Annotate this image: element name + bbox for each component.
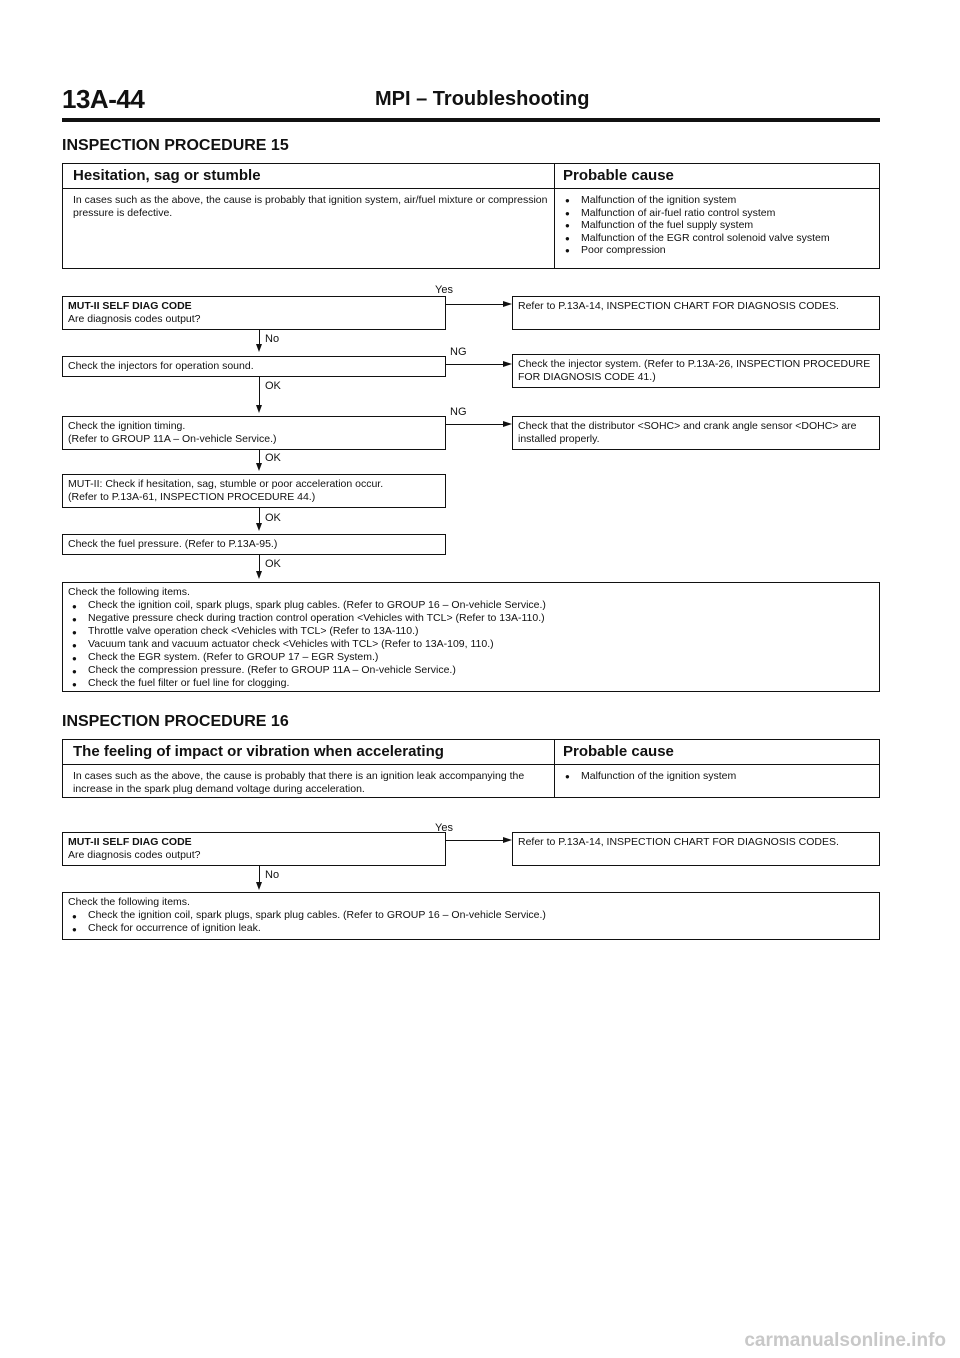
- list-item: ● Check the ignition coil, spark plugs, spark plug cables. (Refer to GROUP 16 – On-vehicle Service.): [68, 599, 874, 612]
- arrow-down-icon: [256, 405, 262, 413]
- table-column-divider: [554, 164, 555, 268]
- header-rule: [62, 118, 880, 122]
- procedure-15-symptom-table: [62, 163, 880, 269]
- flow-result-distributor: [512, 416, 880, 450]
- ng-connector: [446, 364, 504, 365]
- ok-connector: [259, 508, 260, 524]
- watermark: carmanualsonline.info: [744, 1330, 946, 1351]
- flow-step-self-diag: [62, 296, 446, 330]
- list-item: ● Malfunction of the ignition system: [561, 770, 871, 783]
- table-column-divider: [554, 740, 555, 797]
- flow-step-fuel-pressure: [62, 534, 446, 555]
- procedure-15-title: INSPECTION PROCEDURE 15: [62, 137, 289, 154]
- table-header-divider: [63, 188, 879, 189]
- ok-label: OK: [265, 512, 281, 524]
- arrow-right-icon: [503, 421, 512, 427]
- arrow-down-icon: [256, 344, 262, 352]
- result-text: Refer to P.13A-14, INSPECTION CHART FOR DIAGNOSIS CODES.: [518, 300, 839, 312]
- step-title: MUT-II SELF DIAG CODE: [68, 300, 192, 312]
- step-title: MUT-II SELF DIAG CODE: [68, 836, 192, 848]
- final-check-list: [68, 599, 874, 690]
- page-title: MPI – Troubleshooting: [375, 88, 590, 110]
- probable-cause-heading: Probable cause: [563, 743, 674, 760]
- arrow-down-icon: [256, 882, 262, 890]
- probable-cause-list: [561, 194, 871, 257]
- yes-connector: [446, 304, 504, 305]
- no-connector: [259, 866, 260, 883]
- arrow-right-icon: [503, 837, 512, 843]
- flow-result-diag-codes: [512, 832, 880, 866]
- flow-final-check-items: [62, 892, 880, 940]
- final-title: Check the following items.: [68, 896, 190, 908]
- ok-connector: [259, 377, 260, 407]
- no-connector: [259, 330, 260, 344]
- arrow-down-icon: [256, 463, 262, 471]
- ok-label: OK: [265, 558, 281, 570]
- arrow-right-icon: [503, 301, 512, 307]
- symptom-description: In cases such as the above, the cause is probably that there is an ignition leak accompanying the increase in the spark plug demand voltage during acceleration.: [73, 770, 525, 795]
- list-item: ● Malfunction of the fuel supply system: [561, 219, 871, 232]
- ng-label: NG: [450, 346, 467, 358]
- page-number: 13A-44: [62, 84, 145, 114]
- step-text: Are diagnosis codes output?: [68, 849, 201, 861]
- list-item: ● Check the compression pressure. (Refer to GROUP 11A – On-vehicle Service.): [68, 664, 874, 677]
- ok-connector: [259, 450, 260, 464]
- probable-cause-list: [561, 770, 871, 783]
- final-title: Check the following items.: [68, 586, 190, 598]
- list-item: ● Check the ignition coil, spark plugs, spark plug cables. (Refer to GROUP 16 – On-vehicle Service.): [68, 909, 874, 922]
- list-item: ● Check the EGR system. (Refer to GROUP 17 – EGR System.): [68, 651, 874, 664]
- final-check-list: [68, 909, 874, 935]
- result-text: Refer to P.13A-14, INSPECTION CHART FOR DIAGNOSIS CODES.: [518, 836, 839, 848]
- flow-step-injectors: [62, 356, 446, 377]
- list-item: ● Check for occurrence of ignition leak.: [68, 922, 874, 935]
- list-item: ● Vacuum tank and vacuum actuator check <Vehicles with TCL> (Refer to 13A-109, 110.): [68, 638, 874, 651]
- ok-label: OK: [265, 380, 281, 392]
- yes-label: Yes: [435, 284, 453, 296]
- flow-result-diag-codes: [512, 296, 880, 330]
- no-label: No: [265, 869, 280, 881]
- arrow-down-icon: [256, 523, 262, 531]
- flow-step-mut-hesitation: [62, 474, 446, 508]
- result-text: Check the injector system. (Refer to P.13A-26, INSPECTION PROCEDURE FOR DIAGNOSIS CODE 41.): [518, 358, 871, 383]
- procedure-16-title: INSPECTION PROCEDURE 16: [62, 713, 289, 730]
- list-item: ● Throttle valve operation check <Vehicles with TCL> (Refer to 13A-110.): [68, 625, 874, 638]
- flow-result-injector-system: [512, 354, 880, 388]
- flow-final-check-items: [62, 582, 880, 692]
- arrow-right-icon: [503, 361, 512, 367]
- flow-step-self-diag: [62, 832, 446, 866]
- list-item: ● Check the fuel filter or fuel line for clogging.: [68, 677, 874, 690]
- probable-cause-heading: Probable cause: [563, 167, 674, 184]
- step-text-line: Check the ignition timing.: [68, 420, 186, 432]
- no-label: No: [265, 333, 280, 345]
- result-text: Check that the distributor <SOHC> and crank angle sensor <DOHC> are installed properly.: [518, 420, 857, 445]
- symptom-heading: The feeling of impact or vibration when accelerating: [73, 743, 444, 760]
- step-text: Check the injectors for operation sound.: [68, 360, 254, 372]
- step-text-line: (Refer to GROUP 11A – On-vehicle Service.): [68, 433, 277, 445]
- step-text: Are diagnosis codes output?: [68, 313, 201, 325]
- step-text-line: (Refer to P.13A-61, INSPECTION PROCEDURE 44.): [68, 491, 316, 503]
- procedure-16-symptom-table: [62, 739, 880, 798]
- ng-connector: [446, 424, 504, 425]
- flow-step-ignition-timing: [62, 416, 446, 450]
- step-text-line: MUT-II: Check if hesitation, sag, stumble or poor acceleration occur.: [68, 478, 384, 490]
- ok-label: OK: [265, 452, 281, 464]
- list-item: ● Negative pressure check during traction control operation <Vehicles with TCL> (Refer to 13A-110.): [68, 612, 874, 625]
- symptom-heading: Hesitation, sag or stumble: [73, 167, 261, 184]
- ng-label: NG: [450, 406, 467, 418]
- list-item: ● Poor compression: [561, 244, 871, 257]
- step-text: Check the fuel pressure. (Refer to P.13A-95.): [68, 538, 278, 550]
- list-item: ● Malfunction of air-fuel ratio control system: [561, 207, 871, 220]
- list-item: ● Malfunction of the ignition system: [561, 194, 871, 207]
- symptom-description: In cases such as the above, the cause is probably that ignition system, air/fuel mixture or compression pressure is defective.: [73, 194, 548, 219]
- yes-connector: [446, 840, 504, 841]
- arrow-down-icon: [256, 571, 262, 579]
- yes-label: Yes: [435, 822, 453, 834]
- ok-connector: [259, 555, 260, 571]
- table-header-divider: [63, 764, 879, 765]
- list-item: ● Malfunction of the EGR control solenoid valve system: [561, 232, 871, 245]
